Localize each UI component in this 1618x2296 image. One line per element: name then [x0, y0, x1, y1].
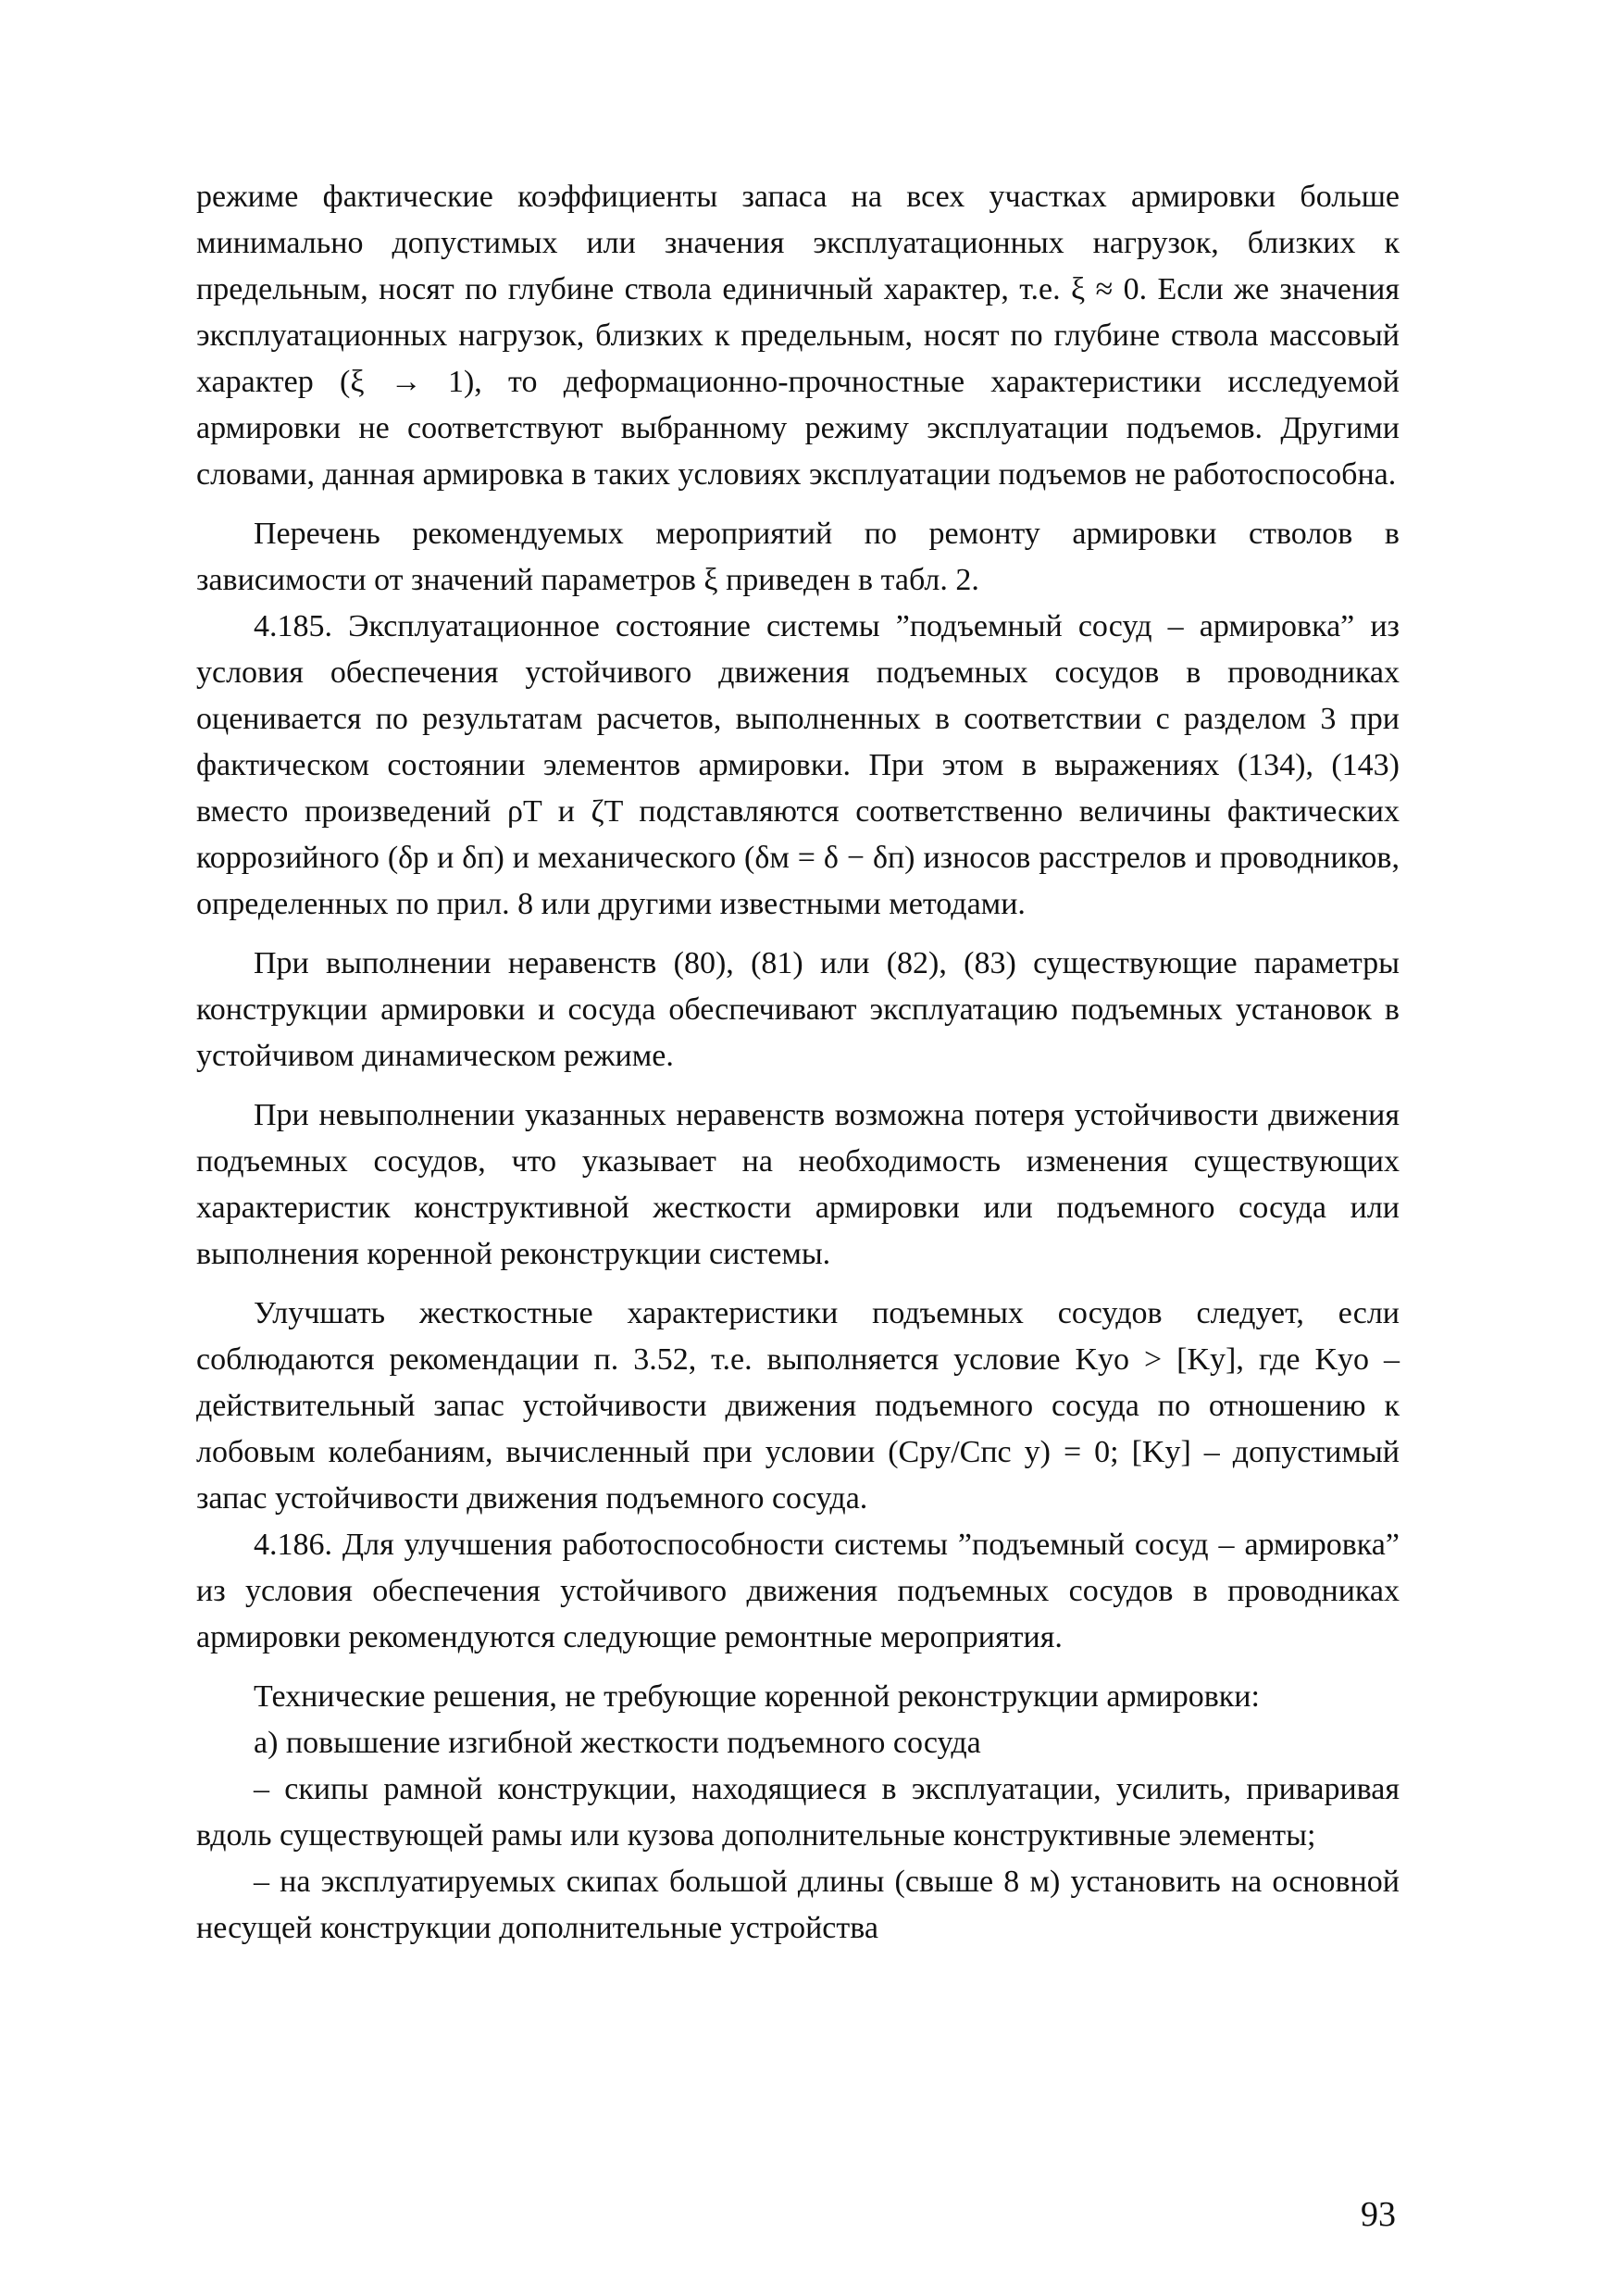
- paragraph-measures-list: Перечень рекомендуемых мероприятий по ремонту армировки стволов в зависимости от значений параметров ξ приведен в табл. 2.: [196, 517, 1400, 597]
- paragraph-4-185: 4.185. Эксплуатационное состояние системы ”подъемный сосуд – армировка” из условия обеспечения устойчивого движения подъемных сосудов в проводниках оценивается по результатам расчетов, выполненных в соответствии с разделом 3 при фактическом состоянии элементов армировки. При этом в выражениях (134), (143) вместо произведений ρT и ζT подставляются соответственно величины фактических коррозийного (δр и δп) и механического (δм = δ − δп) износов расстрелов и проводников, определенных по прил. 8 или другими известными методами.: [196, 609, 1400, 921]
- paragraph-inequalities-not-met: При невыполнении указанных неравенств возможна потеря устойчивости движения подъемных сосудов, что указывает на необходимость изменения существующих характеристик конструктивной жесткости армировки или подъемного сосуда или выполнения коренной реконструкции системы.: [196, 1098, 1400, 1271]
- paragraph-technical-solutions: Технические решения, не требующие коренной реконструкции армировки:: [254, 1679, 1260, 1714]
- body-text: [196, 174, 1400, 1952]
- paragraph-inequalities-met: При выполнении неравенств (80), (81) или (82), (83) существующие параметры конструкции армировки и сосуда обеспечивают эксплуатацию подъемных установок в устойчивом динамическом режиме.: [196, 946, 1400, 1073]
- paragraph-4-186: 4.186. Для улучшения работоспособности системы ”подъемный сосуд – армировка” из условия обеспечения устойчивого движения подъемных сосудов в проводниках армировки рекомендуются следующие ремонтные мероприятия.: [196, 1528, 1400, 1654]
- page-number: 93: [1361, 2195, 1396, 2234]
- list-item-dash-1: – скипы рамной конструкции, находящиеся в эксплуатации, усилить, приваривая вдоль существующей рамы или кузова дополнительные конструктивные элементы;: [196, 1772, 1400, 1853]
- paragraph-stiffness: Улучшать жесткостные характеристики подъемных сосудов следует, если соблюдаются рекомендации п. 3.52, т.е. выполняется условие Kyo > [Ky], где Kyo – действительный запас устойчивости движения подъемного сосуда по отношению к лобовым колебаниям, вычисленный при условии (Cpy/Cпс y) = 0; [Ky] – допустимый запас устойчивости движения подъемного сосуда.: [196, 1296, 1400, 1516]
- list-item-dash-2: – на эксплуатируемых скипах большой длины (свыше 8 м) установить на основной несущей конструкции дополнительные устройства: [196, 1865, 1400, 1945]
- paragraph-continuation: режиме фактические коэффициенты запаса на всех участках армировки больше минимально допустимых или значения эксплуатационных нагрузок, близких к предельным, носят по глубине ствола единичный характер, т.е. ξ ≈ 0. Если же значения эксплуатационных нагрузок, близких к предельным, носят по глубине ствола массовый характер (ξ → 1), то деформационно-прочностные характеристики исследуемой армировки не соответствуют выбранному режиму эксплуатации подъемов. Другими словами, данная армировка в таких условиях эксплуатации подъемов не работоспособна.: [196, 180, 1400, 492]
- list-item-a: а) повышение изгибной жесткости подъемного сосуда: [254, 1726, 981, 1760]
